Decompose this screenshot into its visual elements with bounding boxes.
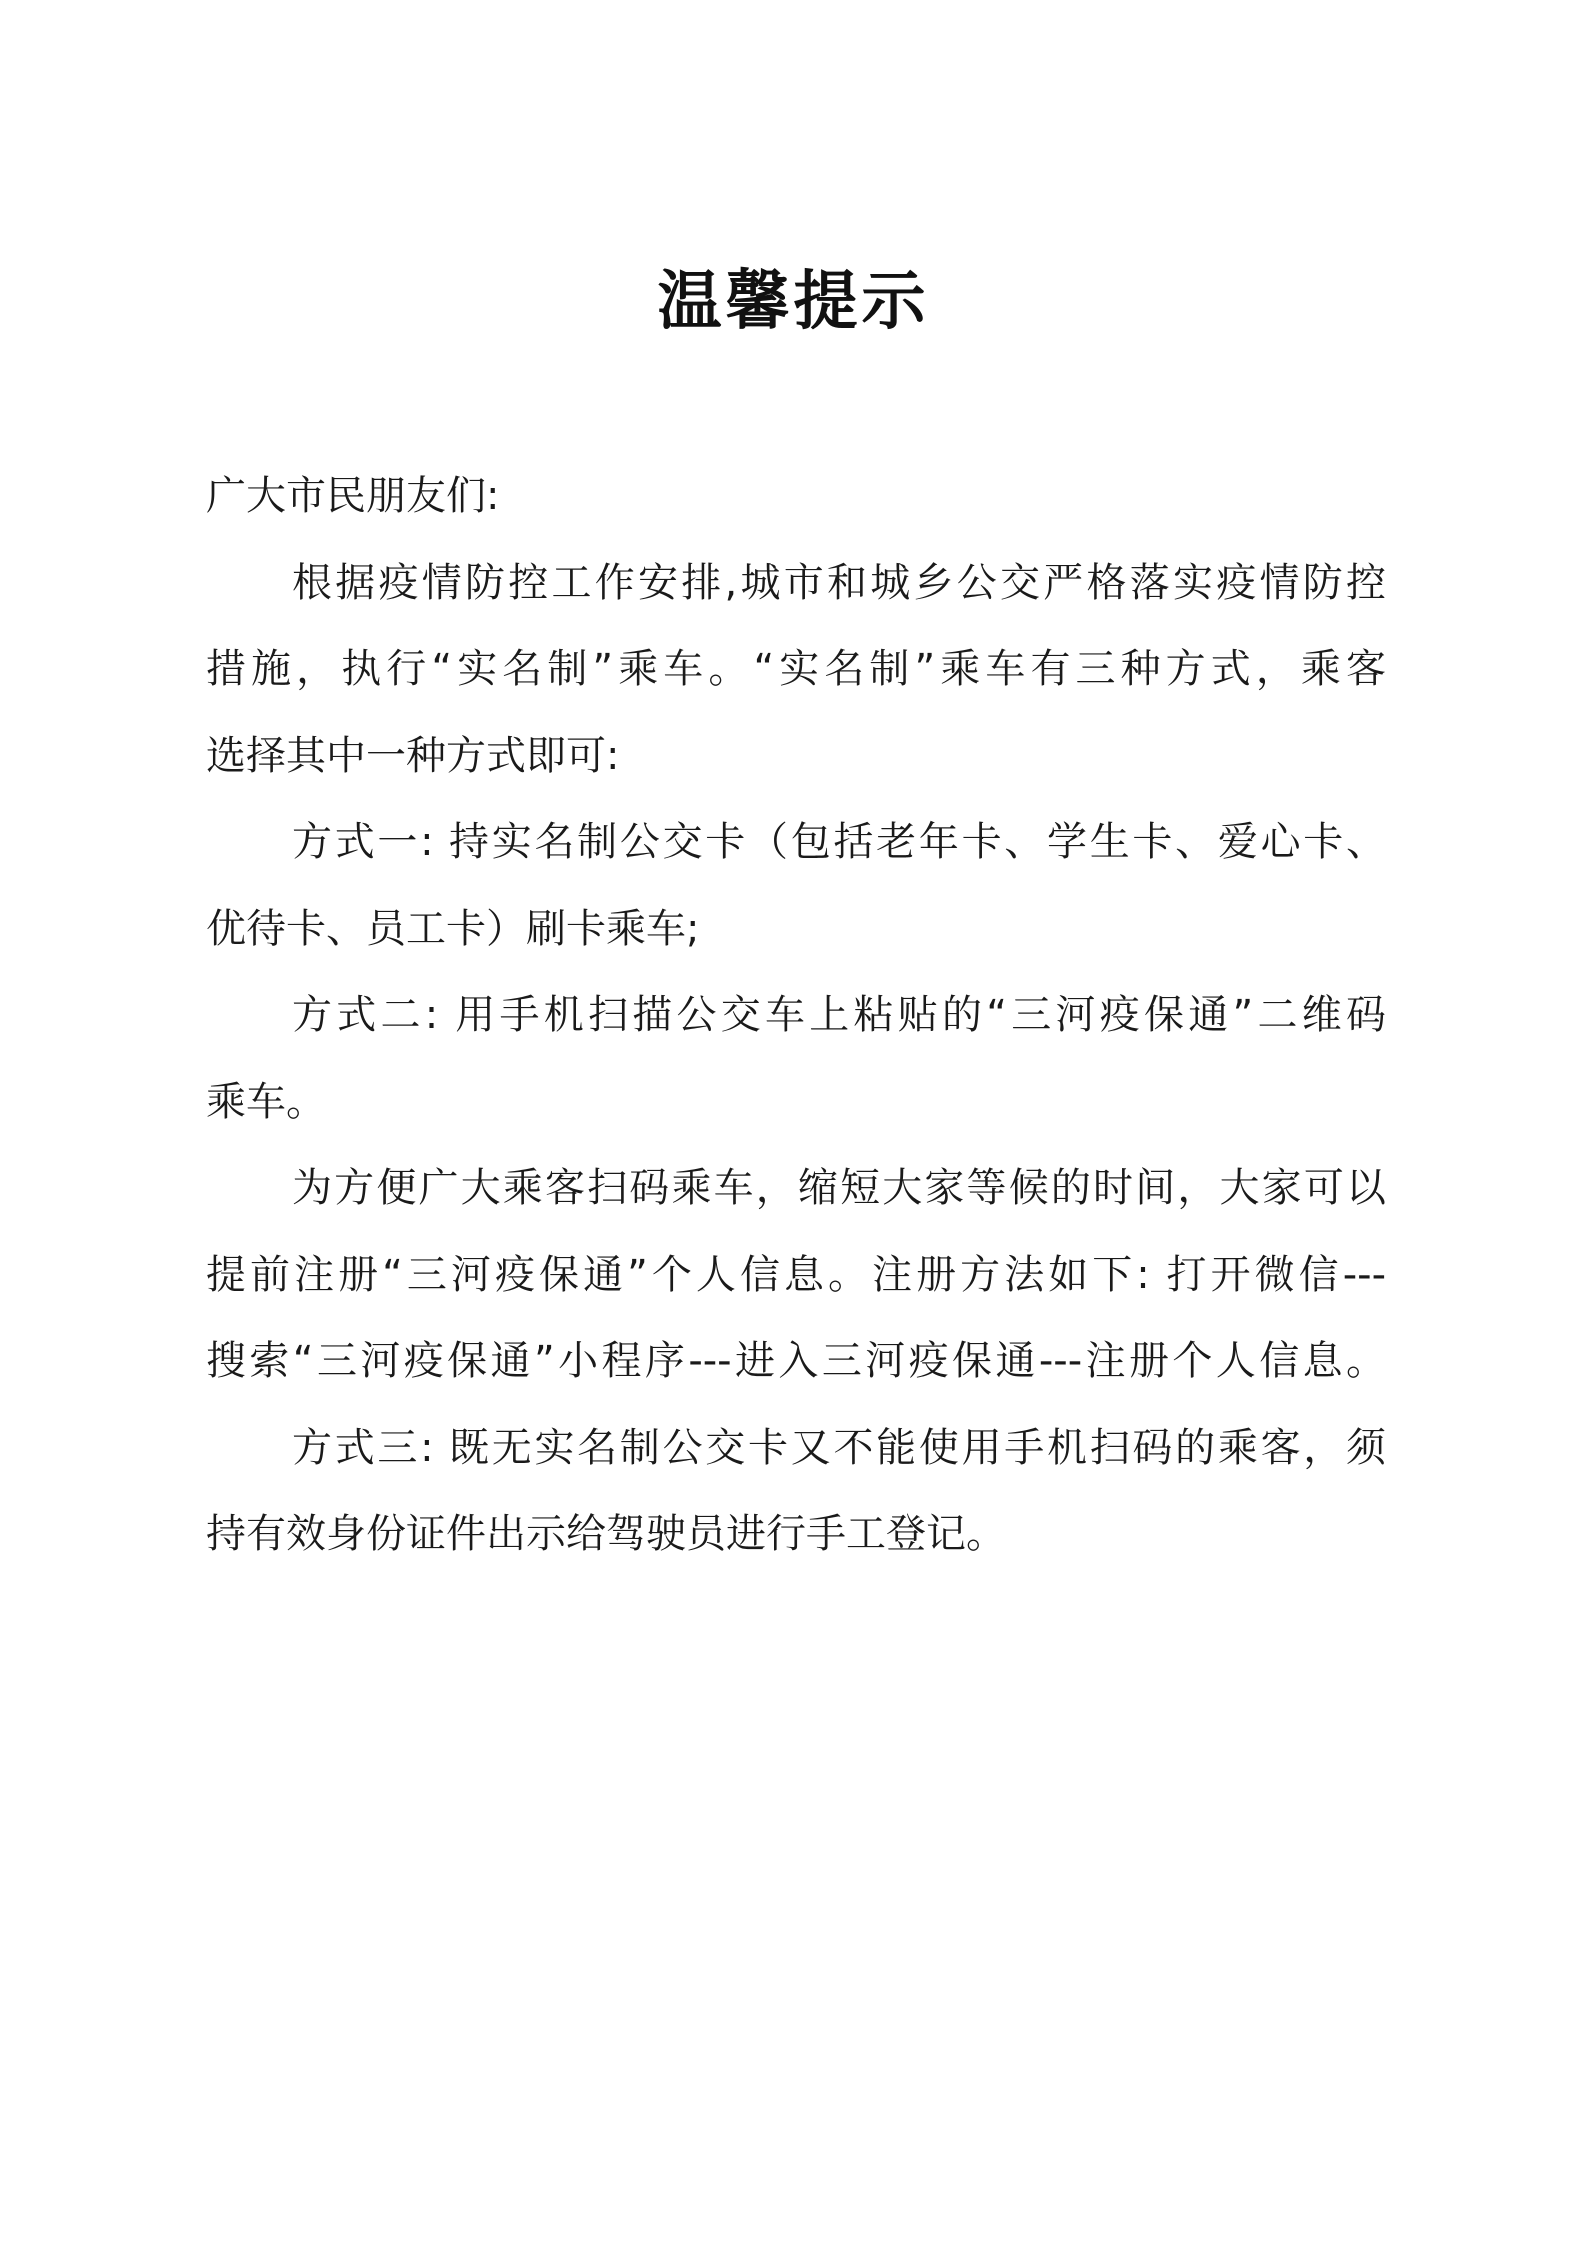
registration-line-1: 为方便广大乘客扫码乘车，缩短大家等候的时间，大家可以 <box>292 1165 1386 1211</box>
method-3-line-2: 持有效身份证件出示给驾驶员进行手工登记。 <box>206 1511 1006 1557</box>
method-3-line-1: 方式三: 既无实名制公交卡又不能使用手机扫码的乘客，须 <box>292 1424 1386 1471</box>
method-1-line-2: 优待卡、员工卡）刷卡乘车; <box>206 905 700 952</box>
salutation-line: 广大市民朋友们: <box>206 473 500 519</box>
method-2-line-2: 乘车。 <box>206 1078 326 1125</box>
method-2-line-1: 方式二: 用手机扫描公交车上粘贴的“三河疫保通”二维码 <box>292 992 1386 1038</box>
registration-line-2: 提前注册“三河疫保通”个人信息。注册方法如下: 打开微信--- <box>206 1251 1386 1298</box>
registration-line-3: 搜索“三河疫保通”小程序---进入三河疫保通---注册个人信息。 <box>206 1338 1386 1384</box>
method-1-line-1: 方式一: 持实名制公交卡（包括老年卡、学生卡、爱心卡、 <box>292 819 1386 865</box>
document-body <box>206 453 1386 1578</box>
paragraph-1-line-2: 措施，执行“实名制”乘车。“实名制”乘车有三种方式，乘客 <box>206 646 1386 692</box>
document-title: 温馨提示 <box>657 264 930 339</box>
paragraph-1-line-1: 根据疫情防控工作安排,城市和城乡公交严格落实疫情防控 <box>292 559 1386 606</box>
paragraph-1-line-3: 选择其中一种方式即可: <box>206 732 620 779</box>
